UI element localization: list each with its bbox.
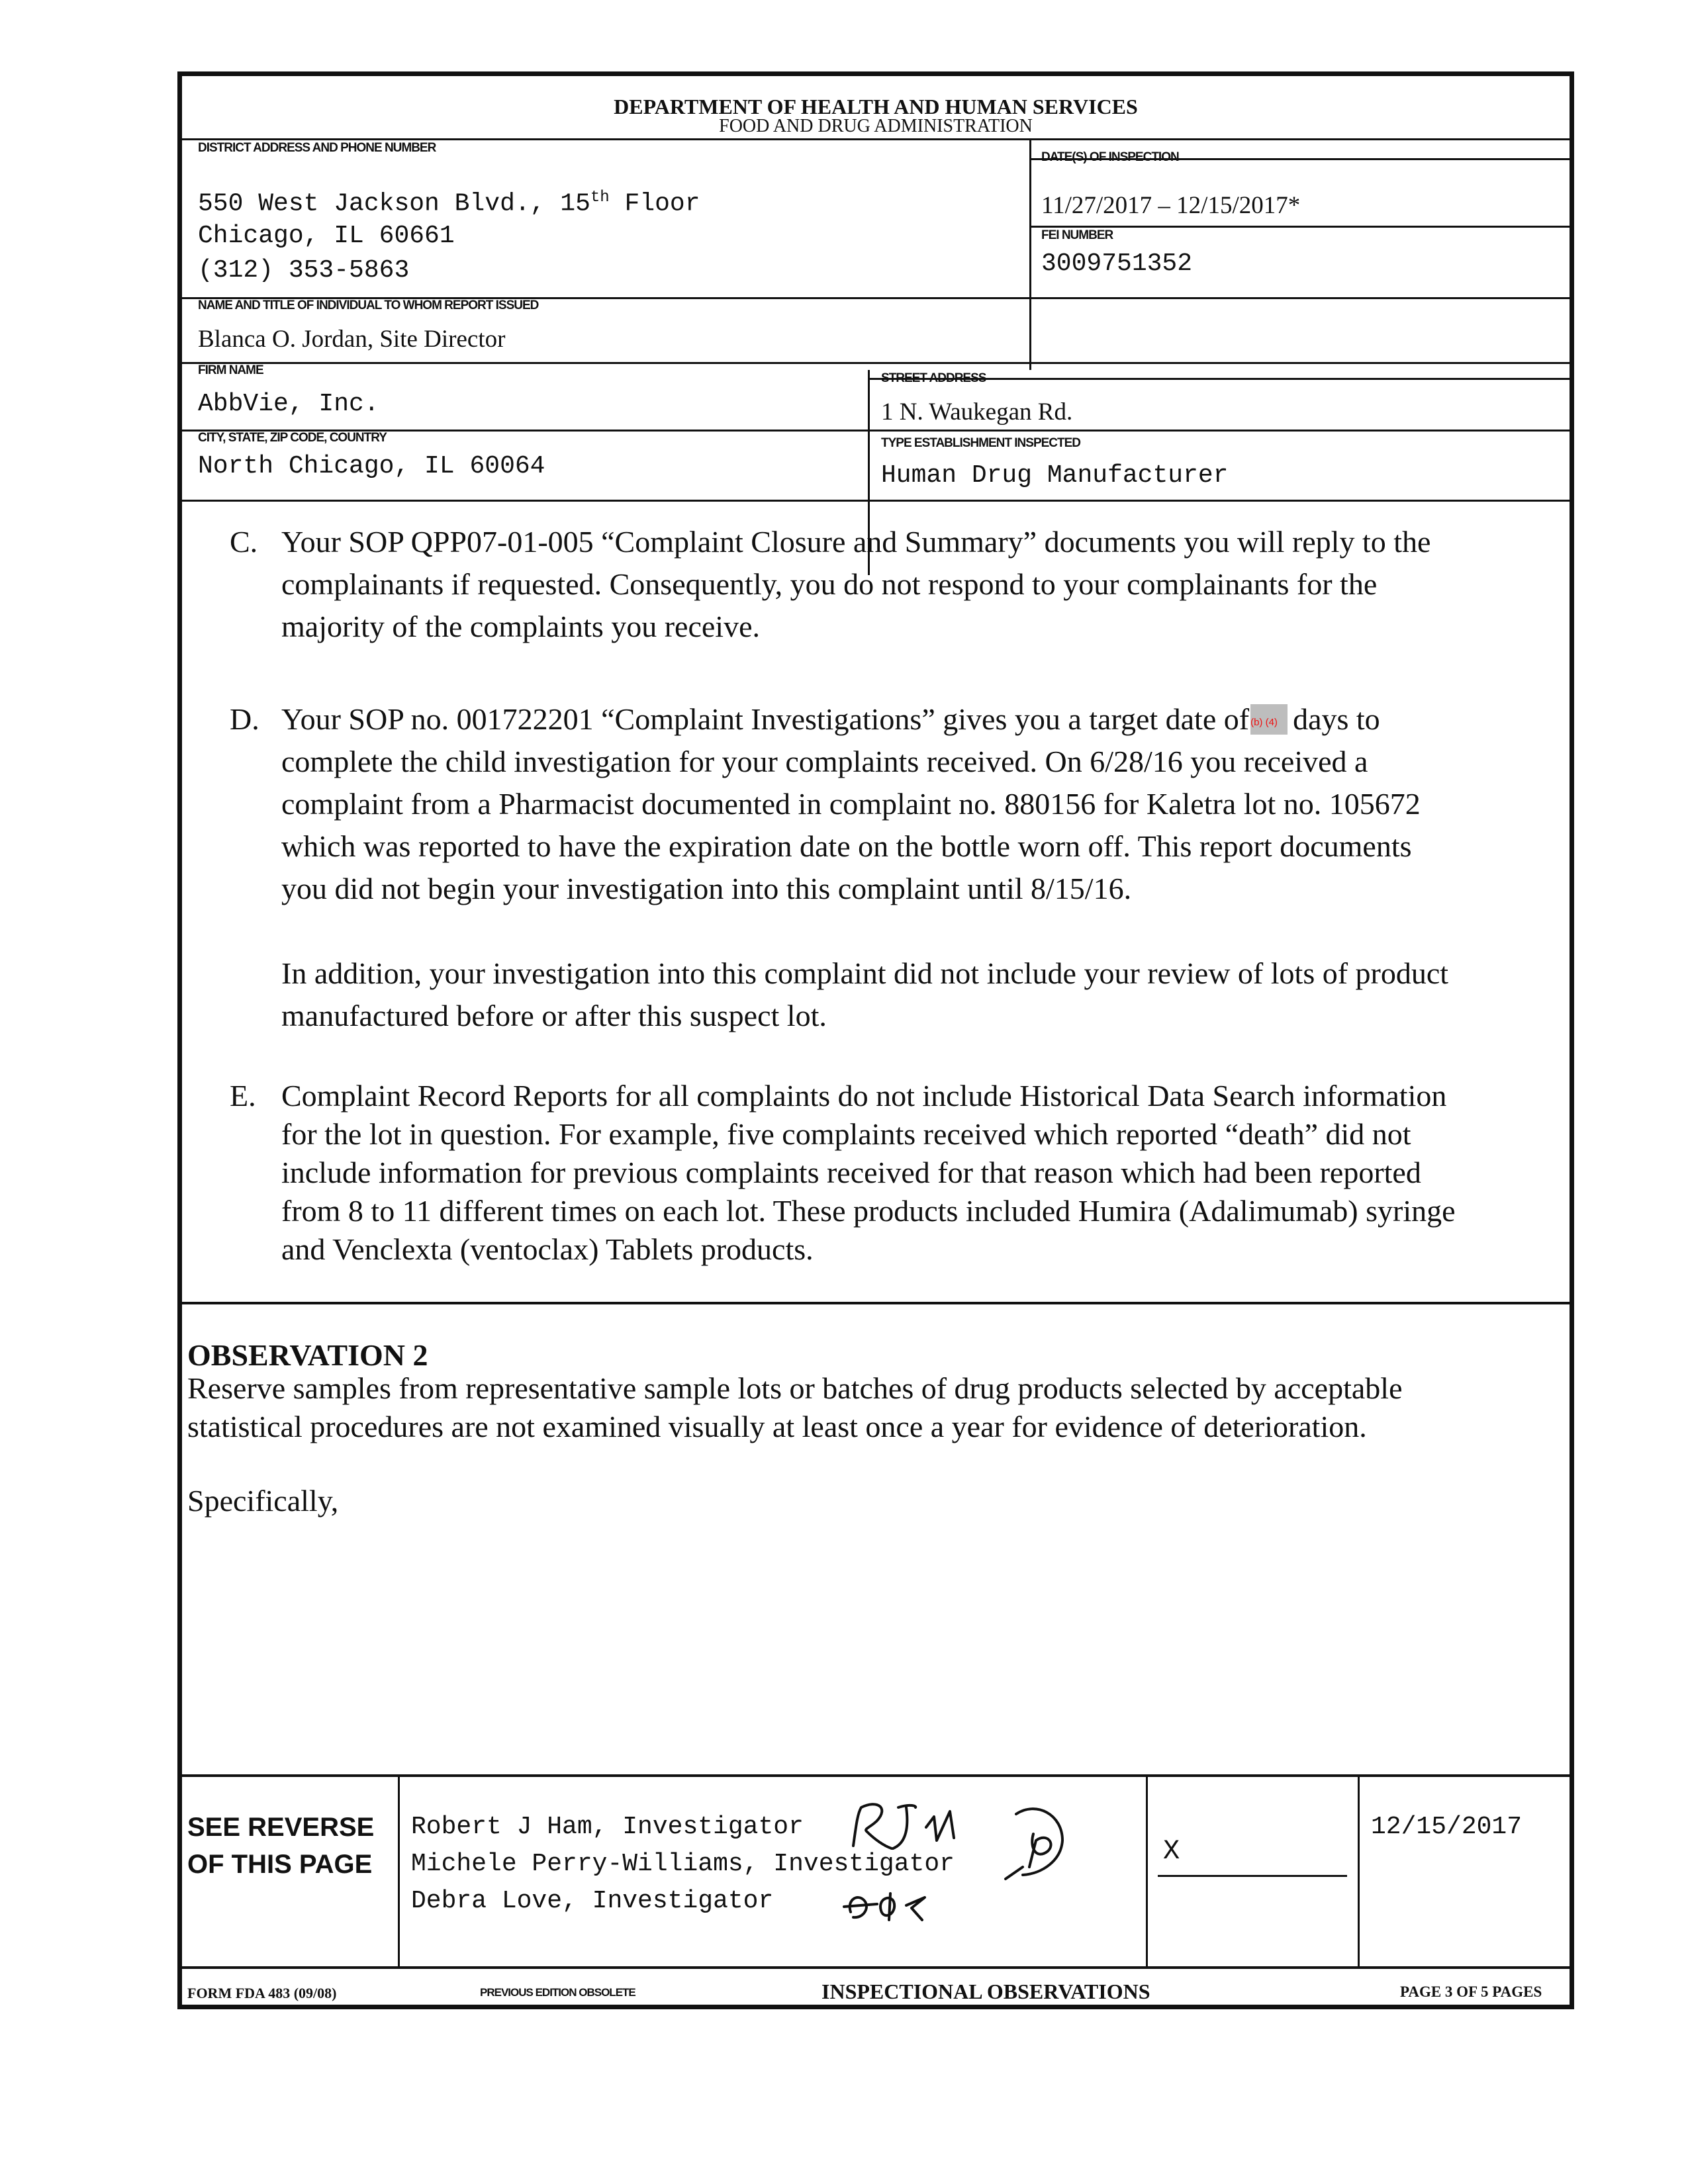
department-title: DEPARTMENT OF HEALTH AND HUMAN SERVICES <box>614 95 1138 118</box>
divider <box>182 500 1570 502</box>
item-e-line-3: include information for previous complaints received for that reason which had been reported <box>281 1156 1421 1189</box>
issue-date: 12/15/2017 <box>1371 1813 1523 1841</box>
page-number: PAGE 3 OF 5 PAGES <box>1400 1983 1542 2000</box>
signature-line <box>1158 1875 1347 1877</box>
inspection-dates-label: DATE(S) OF INSPECTION <box>1041 150 1179 164</box>
previous-edition-note: PREVIOUS EDITION OBSOLETE <box>480 1986 635 1999</box>
district-label: DISTRICT ADDRESS AND PHONE NUMBER <box>198 141 436 155</box>
divider <box>1358 1774 1360 1966</box>
investigator-2: Michele Perry-Williams, Investigator <box>411 1850 955 1878</box>
redaction-box: (b) (4) <box>1250 704 1288 735</box>
firm-name: AbbVie, Inc. <box>198 390 379 418</box>
recipient-name: Blanca O. Jordan, Site Director <box>198 326 506 353</box>
signature-x-mark: X <box>1163 1835 1180 1867</box>
item-d-line-2: complete the child investigation for your complaints received. On 6/28/16 you received a <box>281 745 1368 778</box>
see-reverse-line-2: OF THIS PAGE <box>187 1850 373 1879</box>
item-e-line-4: from 8 to 11 different times on each lot. These products included Humira (Adalimumab) syringe <box>281 1194 1456 1228</box>
agency-title: FOOD AND DRUG ADMINISTRATION <box>719 116 1033 136</box>
item-letter: C. <box>230 525 258 559</box>
recipient-label: NAME AND TITLE OF INDIVIDUAL TO WHOM REPORT ISSUED <box>198 298 539 312</box>
firm-name-label: FIRM NAME <box>198 363 263 377</box>
item-d-para2-line-2: manufactured before or after this suspect lot. <box>281 999 827 1032</box>
divider <box>1029 226 1570 228</box>
city-label: CITY, STATE, ZIP CODE, COUNTRY <box>198 431 387 445</box>
district-phone: (312) 353-5863 <box>198 256 410 285</box>
fei-number-label: FEI NUMBER <box>1041 228 1113 242</box>
observation-text <box>187 1369 1403 1446</box>
see-reverse-line-1: SEE REVERSE <box>187 1813 375 1842</box>
observation-line-2: statistical procedures are not examined visually at least once a year for evidence of deterioration. <box>187 1410 1367 1443</box>
item-d-line-4: which was reported to have the expiration date on the bottle worn off. This report documents <box>281 829 1412 863</box>
item-c-line-1: Your SOP QPP07-01-005 “Complaint Closure and Summary” documents you will reply to the <box>281 525 1431 559</box>
item-e-line-1: Complaint Record Reports for all complaints do not include Historical Data Search information <box>281 1079 1447 1113</box>
item-d-line-1: Your SOP no. 001722201 “Complaint Investigations” gives you a target date of (b) (4) days to <box>281 702 1380 736</box>
divider <box>182 430 1570 432</box>
fei-number: 3009751352 <box>1041 250 1193 278</box>
firm-city: North Chicago, IL 60064 <box>198 452 545 480</box>
district-address-line1: 550 West Jackson Blvd., 15th Floor <box>198 189 700 218</box>
observation-specifically: Specifically, <box>187 1484 339 1518</box>
district-address-line2: Chicago, IL 60661 <box>198 222 455 250</box>
investigator-3: Debra Love, Investigator <box>411 1887 774 1915</box>
establishment-type-label: TYPE ESTABLISHMENT INSPECTED <box>881 436 1081 450</box>
divider <box>398 1774 400 1966</box>
divider <box>1029 138 1031 370</box>
handwritten-signatures <box>837 1788 1155 1927</box>
item-d-line-3: complaint from a Pharmacist documented in complaint no. 880156 for Kaletra lot no. 105672 <box>281 787 1421 821</box>
divider <box>182 362 1570 364</box>
divider <box>182 1302 1570 1304</box>
item-letter: D. <box>230 702 259 736</box>
item-e-line-2: for the lot in question. For example, five complaints received which reported “death” did not <box>281 1117 1411 1151</box>
item-c-line-3: majority of the complaints you receive. <box>281 610 760 643</box>
item-d-para2-line-1: In addition, your investigation into this complaint did not include your review of lots of product <box>281 956 1449 990</box>
item-c-line-2: complainants if requested. Consequently, you do not respond to your complainants for the <box>281 567 1378 601</box>
divider <box>182 1966 1570 1969</box>
item-e-line-5: and Venclexta (ventoclax) Tablets products. <box>281 1232 814 1266</box>
item-letter: E. <box>230 1079 256 1113</box>
street-address-label: STREET ADDRESS <box>881 371 986 385</box>
observation-heading: OBSERVATION 2 <box>187 1338 428 1372</box>
establishment-type: Human Drug Manufacturer <box>881 461 1229 490</box>
divider <box>182 138 1570 140</box>
investigator-1: Robert J Ham, Investigator <box>411 1813 804 1841</box>
divider <box>182 1774 1570 1777</box>
street-address: 1 N. Waukegan Rd. <box>881 398 1073 426</box>
item-d-line-5: you did not begin your investigation into this complaint until 8/15/16. <box>281 872 1132 905</box>
inspection-dates: 11/27/2017 – 12/15/2017* <box>1041 192 1301 219</box>
form-id: FORM FDA 483 (09/08) <box>187 1985 337 2001</box>
fda-483-form <box>177 71 1574 2009</box>
observation-line-1: Reserve samples from representative sample lots or batches of drug products selected by acceptable <box>187 1371 1403 1405</box>
footer-title: INSPECTIONAL OBSERVATIONS <box>821 1979 1150 2003</box>
